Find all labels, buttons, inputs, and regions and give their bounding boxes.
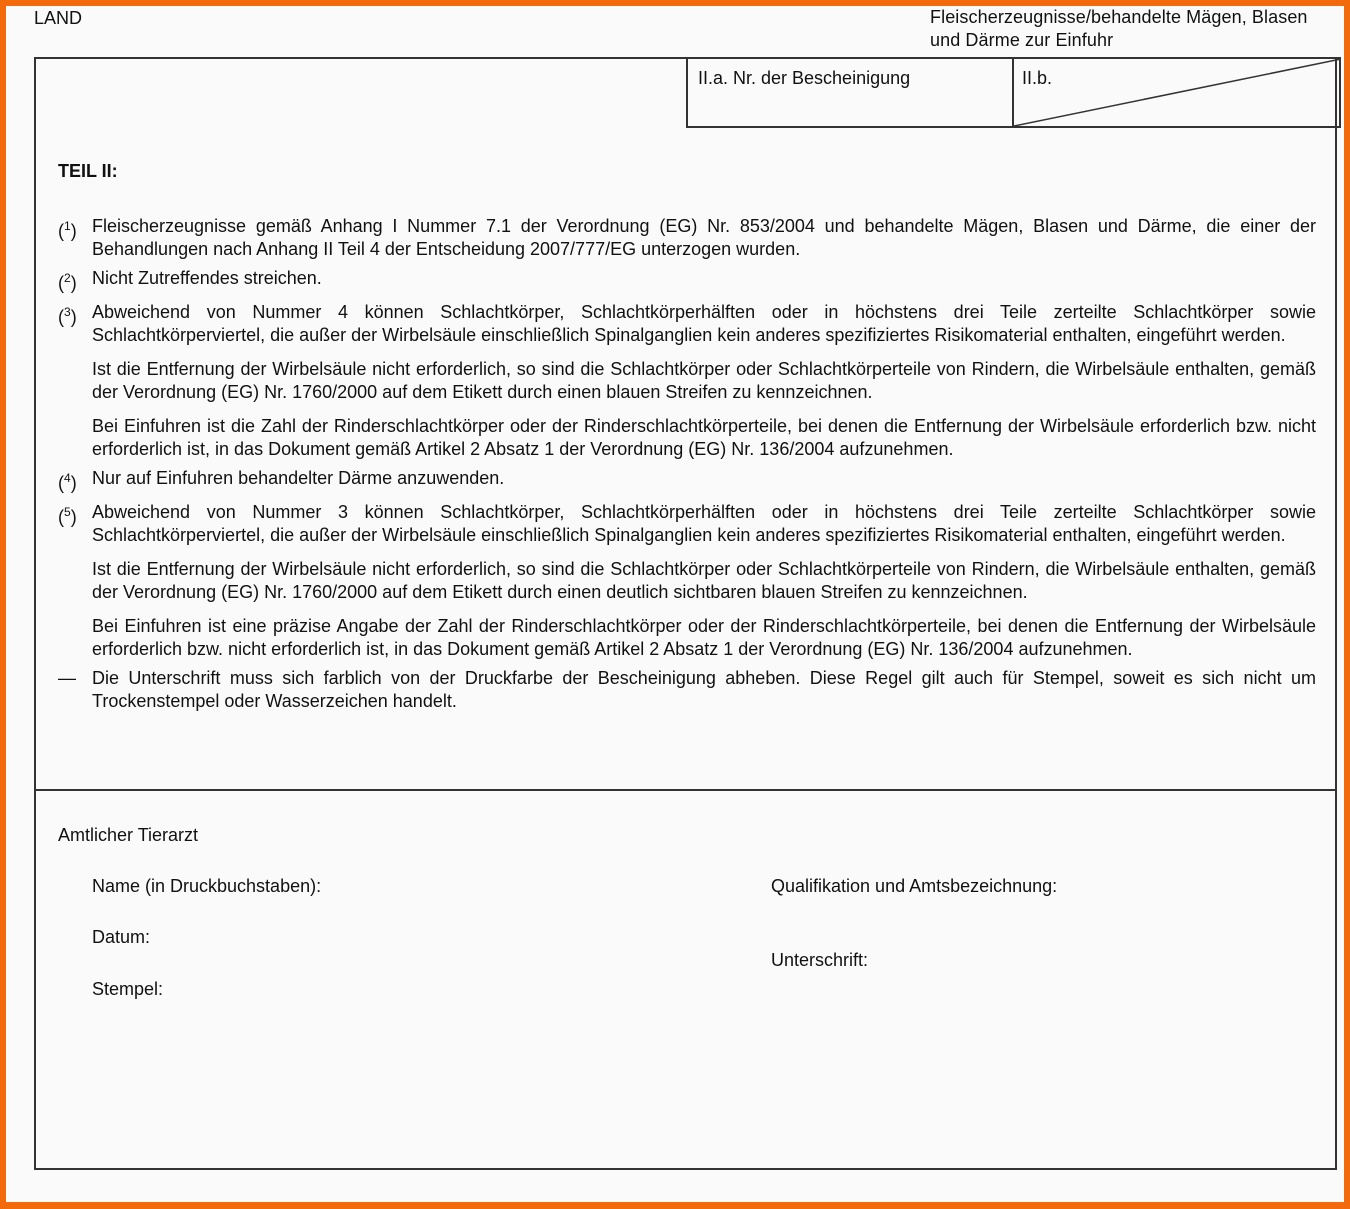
footnote-text: Abweichend von Nummer 3 können Schlachtkörper, Schlachtkörperhälften oder in höchstens drei Teile zerteilte Schlachtkörper sowie Schlachtkörperviertel, die außer der Wirbelsäule einschließlich Spinalganglien kein anderes spezifiziertes Risikomaterial enthalten, eingeführt werden. (92, 502, 1316, 545)
country-label: LAND (34, 8, 83, 28)
certificate-type-line-1: Fleischerzeugnisse/behandelte Mägen, Blasen (930, 7, 1308, 27)
footnote-4 (58, 467, 1316, 495)
footnote-1 (58, 215, 1316, 261)
footnote-text: Bei Einfuhren ist eine präzise Angabe der Zahl der Rinderschlachtkörper oder der Rinderschlachtkörperteile, bei denen die Entfernung der Wirbelsäule erforderlich bzw. nicht erforderlich ist, in das Dokument gemäß Artikel 2 Absatz 1 der Verordnung (EG) Nr. 136/2004 aufzunehmen. (92, 616, 1316, 659)
footnote-marker: ($^3$) (58, 305, 77, 327)
footnote-marker: ($^5$) (58, 505, 77, 527)
certificate-number-box (686, 57, 1341, 128)
strike-through-diagonal-icon (1014, 59, 1341, 126)
footnote-text: Abweichend von Nummer 4 können Schlachtkörper, Schlachtkörperhälften oder in höchstens drei Teile zerteilte Schlachtkörper sowie Schlachtkörperviertel, die außer der Wirbelsäule einschließlich Spinalganglien kein anderes spezifiziertes Risikomaterial enthalten, eingeführt werden. (92, 302, 1316, 345)
certificate-type (930, 6, 1308, 52)
footnote-text: Fleischerzeugnisse gemäß Anhang I Nummer 7.1 der Verordnung (EG) Nr. 853/2004 und behandelte Mägen, Blasen und Därme, die einer der Behandlungen nach Anhang II Teil 4 der Entscheidung 2007/777/EG unterzogen wurden. (92, 216, 1316, 259)
footnote-text: Ist die Entfernung der Wirbelsäule nicht erforderlich, so sind die Schlachtkörper oder Schlachtkörperteile von Rindern, die Wirbelsäule enthalten, gemäß der Verordnung (EG) Nr. 1760/2000 auf dem Etikett durch einen deutlich sichtbaren blauen Streifen zu kennzeichnen. (92, 559, 1316, 602)
footnote-dash (58, 667, 1316, 713)
certificate-type-line-2: und Därme zur Einfuhr (930, 30, 1114, 50)
document-page (6, 6, 1344, 1202)
dash-marker: — (58, 668, 76, 688)
footnote-marker: ($^1$) (58, 219, 77, 241)
section-divider (36, 789, 1335, 791)
certificate-number-field[interactable] (688, 59, 1014, 126)
form-frame (34, 57, 1337, 1170)
signature-field[interactable]: Unterschrift: (771, 950, 869, 970)
footnote-5 (58, 501, 1316, 661)
footnote-marker: ($^4$) (58, 471, 77, 493)
field-iib-label: II.b. (1022, 68, 1053, 88)
field-iib (1014, 59, 1339, 126)
date-field[interactable]: Datum: (92, 927, 151, 947)
footnote-text: Nur auf Einfuhren behandelter Därme anzuwenden. (92, 468, 505, 488)
footnotes (58, 215, 1316, 719)
footnote-2 (58, 267, 1316, 295)
footnote-text: Die Unterschrift muss sich farblich von der Druckfarbe der Bescheinigung abheben. Diese Regel gilt auch für Stempel, soweit es sich nicht um Trockenstempel oder Wasserzeichen handelt. (92, 668, 1316, 711)
footnote-text: Ist die Entfernung der Wirbelsäule nicht erforderlich, so sind die Schlachtkörper oder Schlachtkörperteile von Rindern, die Wirbelsäule enthalten, gemäß der Verordnung (EG) Nr. 1760/2000 auf dem Etikett durch einen blauen Streifen zu kennzeichnen. (92, 359, 1316, 402)
qualification-field[interactable]: Qualifikation und Amtsbezeichnung: (771, 876, 1058, 896)
footnote-3 (58, 301, 1316, 461)
footnote-text: Bei Einfuhren ist die Zahl der Rinderschlachtkörper oder der Rinderschlachtkörperteile, bei denen die Entfernung der Wirbelsäule erforderlich bzw. nicht erforderlich ist, in das Dokument gemäß Artikel 2 Absatz 1 der Verordnung (EG) Nr. 136/2004 aufzunehmen. (92, 416, 1316, 459)
certificate-number-label: II.a. Nr. der Bescheinigung (698, 68, 911, 88)
signature-section-title: Amtlicher Tierarzt (58, 825, 199, 845)
stamp-field[interactable]: Stempel: (92, 979, 164, 999)
name-field[interactable]: Name (in Druckbuchstaben): (92, 876, 322, 896)
footnote-marker: ($^2$) (58, 271, 77, 293)
part-title: TEIL II: (58, 161, 118, 181)
footnote-text: Nicht Zutreffendes streichen. (92, 268, 322, 288)
